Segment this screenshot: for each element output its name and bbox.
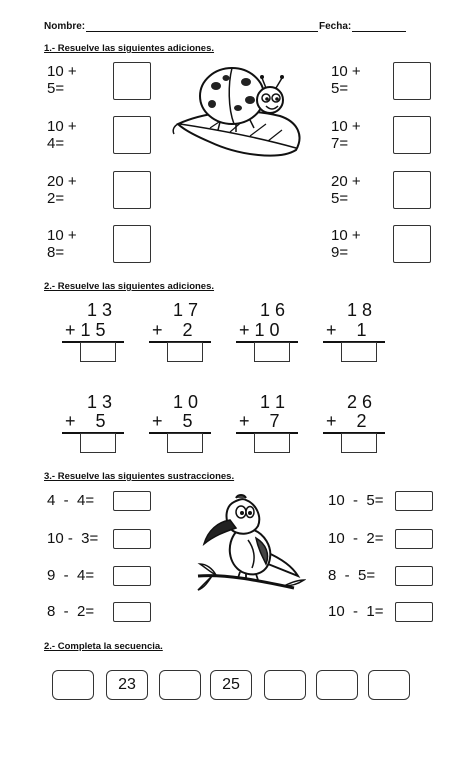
addend-bottom: + 2 (326, 411, 367, 431)
addend-bottom: + 1 0 (239, 320, 280, 340)
answer-box[interactable] (80, 433, 116, 453)
addend-top: 1 8 (347, 300, 373, 320)
problem-top: 20 + (331, 173, 361, 190)
answer-box[interactable] (113, 529, 151, 549)
answer-box[interactable] (113, 566, 151, 586)
problem-bottom: 9= (331, 244, 349, 261)
nombre-label: Nombre: (44, 21, 86, 32)
answer-box[interactable] (254, 342, 290, 362)
answer-box[interactable] (167, 433, 203, 453)
subtraction-problem: 10 - 3= (47, 530, 99, 547)
subtraction-problem: 10 - 1= (328, 603, 384, 620)
problem-top: 10 + (331, 227, 361, 244)
addend-bottom: + 2 (152, 320, 193, 340)
section1-title: 1.- Resuelve las siguientes adiciones. (44, 43, 215, 54)
answer-box[interactable] (393, 171, 431, 209)
subtraction-problem: 9 - 4= (47, 567, 95, 584)
problem-bottom: 2= (47, 190, 65, 207)
subtraction-problem: 10 - 2= (328, 530, 384, 547)
addend-top: 1 1 (260, 392, 286, 412)
answer-box[interactable] (80, 342, 116, 362)
addend-top: 1 6 (260, 300, 286, 320)
addend-top: 1 3 (87, 392, 113, 412)
problem-bottom: 4= (47, 135, 65, 152)
answer-box[interactable] (113, 116, 151, 154)
addend-bottom: + 7 (239, 411, 280, 431)
addend-bottom: + 5 (65, 411, 106, 431)
sequence-box[interactable]: 25 (210, 670, 252, 700)
answer-box[interactable] (113, 491, 151, 511)
sequence-box[interactable] (159, 670, 201, 700)
answer-box[interactable] (113, 602, 151, 622)
fecha-label: Fecha: (319, 21, 352, 32)
section4-title: 2.- Completa la secuencia. (44, 641, 163, 652)
problem-bottom: 5= (47, 80, 65, 97)
sequence-box[interactable] (264, 670, 306, 700)
answer-box[interactable] (167, 342, 203, 362)
sequence-box[interactable] (368, 670, 410, 700)
answer-box[interactable] (341, 342, 377, 362)
answer-box[interactable] (113, 171, 151, 209)
problem-bottom: 5= (331, 80, 349, 97)
subtraction-problem: 10 - 5= (328, 492, 384, 509)
addend-top: 1 0 (173, 392, 199, 412)
problem-top: 10 + (47, 118, 77, 135)
answer-box[interactable] (113, 225, 151, 263)
problem-bottom: 8= (47, 244, 65, 261)
answer-box[interactable] (393, 225, 431, 263)
ladybug-illustration (170, 64, 306, 164)
problem-bottom: 7= (331, 135, 349, 152)
sequence-box[interactable] (316, 670, 358, 700)
nombre-line[interactable] (86, 31, 318, 32)
addend-bottom: + 1 (326, 320, 367, 340)
crow-illustration (196, 492, 306, 602)
answer-box[interactable] (113, 62, 151, 100)
addend-top: 1 7 (173, 300, 199, 320)
addend-top: 2 6 (347, 392, 373, 412)
answer-box[interactable] (395, 491, 433, 511)
answer-box[interactable] (393, 62, 431, 100)
problem-top: 20 + (47, 173, 77, 190)
sequence-box[interactable]: 23 (106, 670, 148, 700)
answer-box[interactable] (341, 433, 377, 453)
addend-bottom: + 1 5 (65, 320, 106, 340)
problem-top: 10 + (47, 63, 77, 80)
answer-box[interactable] (395, 566, 433, 586)
subtraction-problem: 8 - 2= (47, 603, 95, 620)
addend-bottom: + 5 (152, 411, 193, 431)
subtraction-problem: 8 - 5= (328, 567, 376, 584)
problem-top: 10 + (47, 227, 77, 244)
section3-title: 3.- Resuelve las siguientes sustracciones. (44, 471, 235, 482)
answer-box[interactable] (393, 116, 431, 154)
problem-top: 10 + (331, 118, 361, 135)
problem-top: 10 + (331, 63, 361, 80)
problem-bottom: 5= (331, 190, 349, 207)
fecha-line[interactable] (352, 31, 406, 32)
addend-top: 1 3 (87, 300, 113, 320)
sequence-box[interactable] (52, 670, 94, 700)
answer-box[interactable] (254, 433, 290, 453)
answer-box[interactable] (395, 602, 433, 622)
subtraction-problem: 4 - 4= (47, 492, 95, 509)
section2-title: 2.- Resuelve las siguientes adiciones. (44, 281, 215, 292)
answer-box[interactable] (395, 529, 433, 549)
